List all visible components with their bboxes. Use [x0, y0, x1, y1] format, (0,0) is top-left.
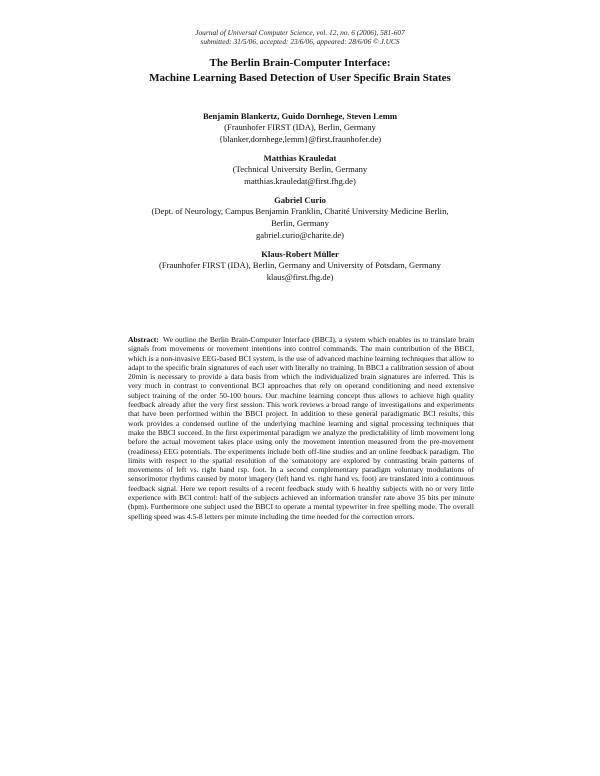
author-location: Berlin, Germany [271, 217, 329, 228]
author-affiliation: (Fraunhofer FIRST (IDA), Berlin, Germany [224, 122, 376, 132]
author-block [0, 152, 600, 187]
author-email: {blanker,dornhege,lemm}@first.fraunhofer.de) [218, 133, 382, 144]
author-names: Benjamin Blankertz, Guido Dornhege, Steven Lemm [202, 111, 398, 121]
title-line-2: Machine Learning Based Detection of User Specific Brain States [149, 72, 451, 84]
paper-title [0, 56, 600, 86]
author-email: matthias.krauledat@first.fhg.de) [244, 175, 356, 186]
author-list [0, 110, 600, 290]
author-email: klaus@first.fhg.de) [266, 271, 334, 282]
author-block [0, 110, 600, 145]
author-names: Matthias Krauledat [263, 153, 337, 164]
author-affiliation: (Fraunhofer FIRST (IDA), Berlin, Germany and University of Potsdam, Germany [159, 260, 441, 271]
journal-dates: submitted: 31/5/06, accepted: 23/6/06, appeared: 28/6/06 © J.UCS [200, 37, 400, 46]
author-block [0, 248, 600, 283]
abstract [128, 335, 474, 521]
author-block [0, 194, 600, 241]
title-line-1: The Berlin Brain-Computer Interface: [209, 57, 391, 69]
journal-citation: Journal of Universal Computer Science, vol. 12, no. 6 (2006), 581-607 [195, 28, 405, 37]
author-email: gabriel.curio@charite.de) [255, 229, 345, 240]
author-affiliation: (Dept. of Neurology, Campus Benjamin Franklin, Charité University Medicine Berlin, [151, 206, 449, 217]
author-names: Gabriel Curio [274, 195, 326, 206]
author-affiliation: (Technical University Berlin, Germany [232, 164, 368, 175]
journal-header [0, 28, 600, 46]
author-names: Klaus-Robert Müller [261, 249, 339, 260]
abstract-label: Abstract: [128, 335, 161, 344]
abstract-text: We outline the Berlin Brain-Computer Interface (BBCI), a system which enables us to translate brain signals from movements or movement intentions into control commands. The main contribution of the BBCI, which is a non-invasive EEG-based BCI system, is the use of advanced machine learning techniques that allow to adapt to the specific brain signatures of each user with literally no training. In BBCI a calibration session of about 20min is necessary to provide a data basis from which the individualized brain signatures are inferred. This is very much in contrast to conventional BCI approaches that rely on operand conditioning and need extensive subject training of the order 50-100 hours. Our machine learning concept thus allows to achieve high quality feedback already after the very first session. This work reviews a broad range of investigations and experiments that have been performed within the BBCI project. In addition to these general paradigmatic BCI results, this work provides a condensed outline of the underlying machine learning and signal processing techniques that make the BBCI succeed. In the first experimental paradigm we analyze the predictability of limb movement long before the actual movement takes place using only the movement intention measured from the pre-movement (readiness) EEG potentials. The experiments include both off-line studies and an online feedback paradigm. The limits with respect to the spatial resolution of the somatotopy are explored by contrasting brain patterns of movements of left vs. right hand rsp. foot. In a second complementary paradigm voluntary modulations of sensorimotor rhythms caused by motor imagery (left hand vs. right hand vs. foot) are translated into a continuous feedback signal. Here we report results of a recent feedback study with 6 healthy subjects with no or very little experience with BCI control: half of the subjects achieved an information transfer rate above 35 bits per minute (bpm). Furthermore one subject used the BBCI to operate a mental typewriter in free spelling mode. The overall spelling speed was 4.5-8 letters per minute including the time needed for the correction errors. [128, 335, 474, 521]
